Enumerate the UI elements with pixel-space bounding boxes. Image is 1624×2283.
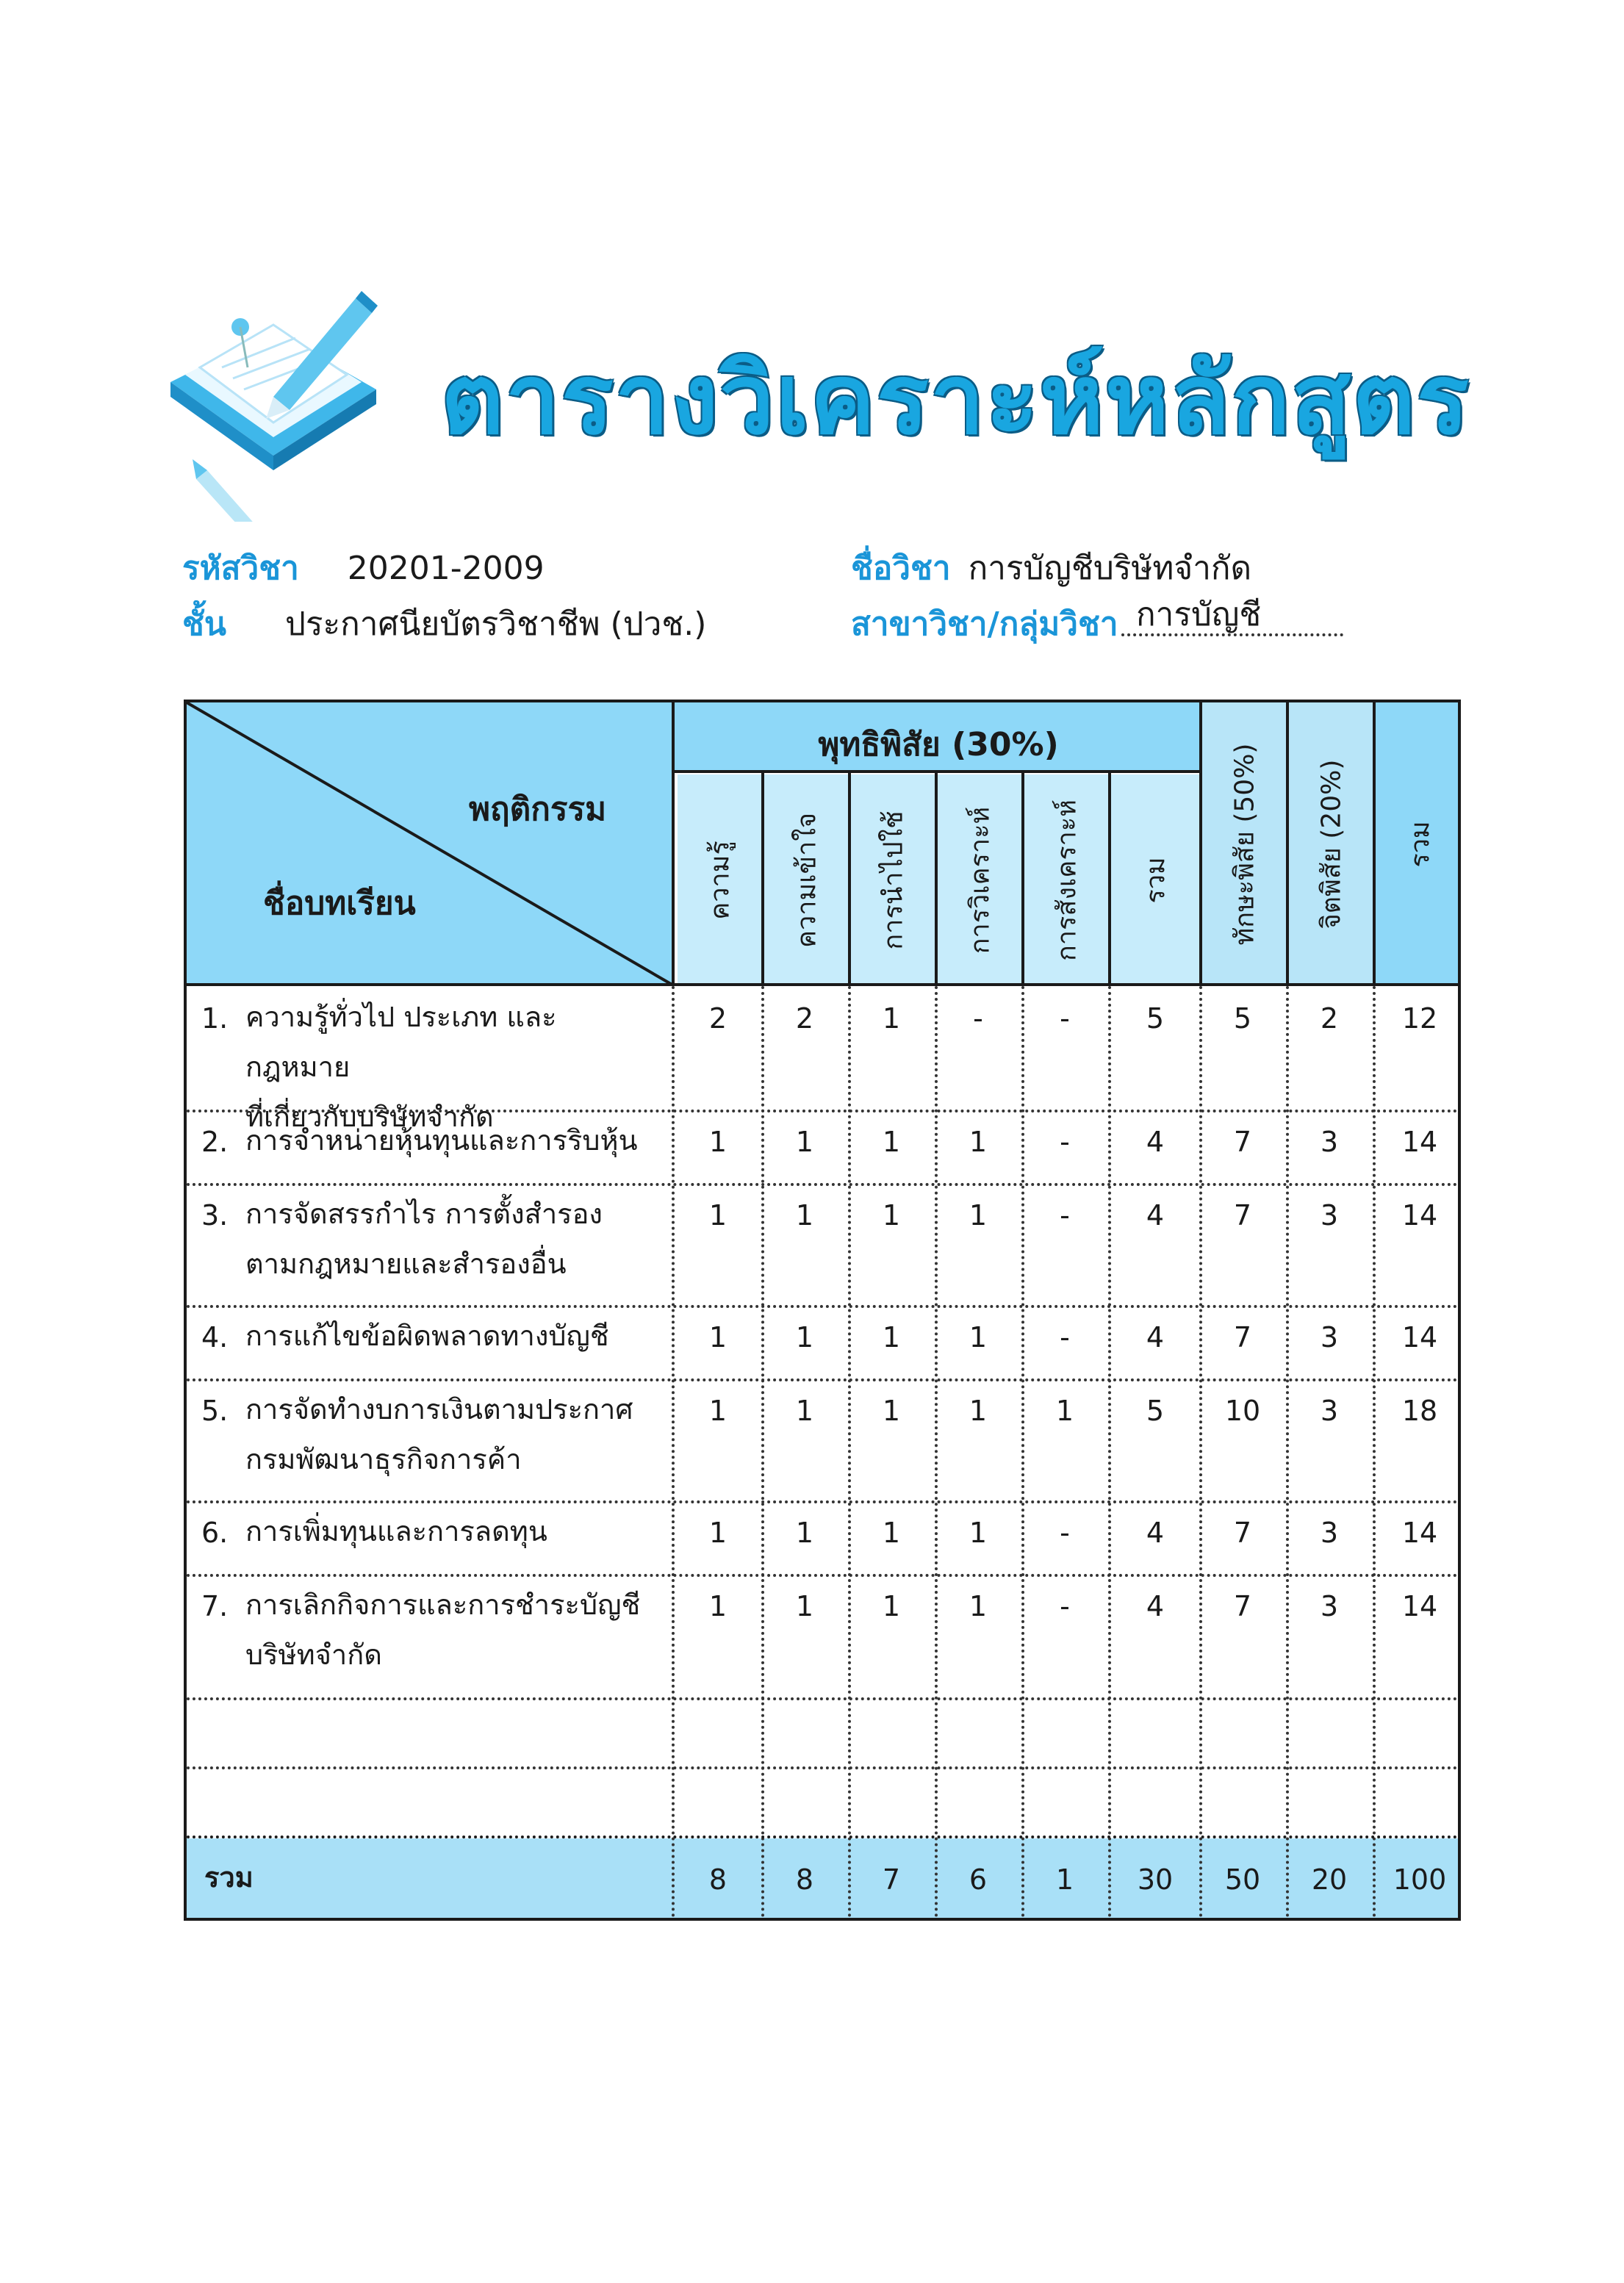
table-cell: 4 [1146, 1321, 1165, 1353]
field-underline [1121, 633, 1343, 636]
course-name: การบัญชีบริษัทจำกัด [968, 550, 1252, 587]
table-cell: 1 [882, 1199, 901, 1232]
table-cell: 1 [795, 1126, 814, 1158]
total-cell: 30 [1137, 1863, 1174, 1896]
table-cell: - [973, 1002, 983, 1035]
notepad-pencil-icon [163, 287, 384, 522]
column-separator [761, 986, 764, 1921]
page-title: ตารางวิเคราะห์หลักสูตร [441, 343, 1470, 456]
table-cell: 1 [969, 1395, 988, 1427]
header-cognitive [675, 702, 1202, 770]
header-sub-4: การสังเคราะห์ [1024, 774, 1108, 986]
table-cell: - [1060, 1126, 1070, 1158]
lesson-title-line: บริษัทจำกัด [245, 1639, 382, 1671]
header-affective: จิตพิสัย (20%) [1289, 702, 1373, 986]
table-cell: 1 [969, 1321, 988, 1353]
lesson-title [245, 1580, 657, 1680]
level-label: ชั้น [182, 605, 226, 643]
table-cell: 4 [1146, 1199, 1165, 1232]
lesson-title-line: การจัดทำงบการเงินตามประกาศ [245, 1393, 633, 1425]
table-cell: 1 [708, 1126, 727, 1158]
lesson-number: 4. [201, 1321, 229, 1353]
lesson-title-line: ความรู้ทั่วไป ประเภท และกฎหมาย [245, 1001, 557, 1083]
table-row [187, 1305, 1461, 1378]
course-code: 20201-2009 [347, 550, 545, 587]
header-sub-0: ความรู้ [678, 774, 761, 986]
table-cell: 1 [708, 1199, 727, 1232]
empty-row [187, 1697, 1461, 1766]
column-separator [1373, 986, 1376, 1921]
column-separator [1021, 986, 1024, 1921]
total-cell: 50 [1224, 1863, 1261, 1896]
lesson-number: 3. [201, 1199, 229, 1232]
cognitive-title: พุทธิพิสัย (30%) [818, 726, 1059, 763]
table-cell: 5 [1146, 1395, 1165, 1427]
table-row [187, 1110, 1461, 1183]
table-cell: - [1060, 1002, 1070, 1035]
header-total: รวม [1376, 702, 1461, 986]
lesson-title [245, 1384, 657, 1484]
table-cell: 1 [882, 1395, 901, 1427]
course-code-label: รหัสวิชา [182, 550, 299, 587]
column-separator [935, 986, 938, 1921]
lesson-number: 1. [201, 1002, 229, 1035]
total-cell: 8 [708, 1863, 727, 1896]
table-cell: 5 [1233, 1002, 1252, 1035]
table-cell: 14 [1401, 1590, 1438, 1622]
column-separator [1199, 986, 1202, 1921]
table-cell: 1 [708, 1590, 727, 1622]
table-cell: 1 [969, 1590, 988, 1622]
lesson-title-line: การแก้ไขข้อผิดพลาดทางบัญชี [245, 1320, 609, 1352]
table-cell: 1 [882, 1126, 901, 1158]
table-cell: 1 [795, 1517, 814, 1549]
column-separator [1286, 986, 1289, 1921]
header-sub-5: รวม [1111, 774, 1199, 986]
curriculum-table [184, 700, 1461, 1921]
table-row [187, 1378, 1461, 1500]
table-cell: 1 [708, 1517, 727, 1549]
table-cell: 1 [795, 1199, 814, 1232]
header-sub-3: การวิเคราะห์ [938, 774, 1021, 986]
table-cell: 7 [1233, 1321, 1252, 1353]
table-cell: - [1060, 1199, 1070, 1232]
table-cell: 1 [708, 1395, 727, 1427]
header-diagonal [187, 702, 675, 986]
table-cell: 7 [1233, 1199, 1252, 1232]
table-cell: 14 [1401, 1126, 1438, 1158]
lesson-title [245, 1311, 657, 1361]
table-cell: 7 [1233, 1126, 1252, 1158]
table-cell: 1 [882, 1590, 901, 1622]
table-cell: - [1060, 1590, 1070, 1622]
table-row [187, 986, 1461, 1133]
lesson-title-line: ตามกฎหมายและสำรองอื่น [245, 1248, 567, 1280]
column-separator [672, 986, 675, 1921]
table-cell: 4 [1146, 1590, 1165, 1622]
table-cell: 1 [882, 1321, 901, 1353]
table-cell: 14 [1401, 1321, 1438, 1353]
header-sub-1: ความเข้าใจ [764, 774, 848, 986]
table-row [187, 1183, 1461, 1305]
table-cell: 1 [795, 1590, 814, 1622]
total-label: รวม [204, 1861, 254, 1894]
total-cell: 8 [795, 1863, 814, 1896]
lesson-title-line: การเลิกกิจการและการชำระบัญชี [245, 1589, 641, 1621]
table-cell: 3 [1320, 1517, 1339, 1549]
table-cell: 10 [1224, 1395, 1261, 1427]
table-cell: 2 [795, 1002, 814, 1035]
table-cell: 14 [1401, 1517, 1438, 1549]
lesson-title [245, 1189, 657, 1289]
empty-row [187, 1766, 1461, 1838]
field-label: สาขาวิชา/กลุ่มวิชา [851, 605, 1118, 643]
header-skill: ทักษะพิสัย (50%) [1202, 702, 1286, 986]
table-cell: 1 [882, 1517, 901, 1549]
header-lesson: ชื่อบทเรียน [263, 885, 416, 922]
table-cell: 2 [708, 1002, 727, 1035]
lesson-number: 6. [201, 1517, 229, 1549]
column-separator [848, 986, 851, 1921]
table-cell: 7 [1233, 1590, 1252, 1622]
course-level: ประกาศนียบัตรวิชาชีพ (ปวช.) [284, 605, 707, 643]
table-cell: 3 [1320, 1321, 1339, 1353]
lesson-title [245, 1506, 657, 1556]
table-cell: 12 [1401, 1002, 1438, 1035]
table-cell: 1 [969, 1517, 988, 1549]
table-cell: 1 [882, 1002, 901, 1035]
field-value: การบัญชี [1136, 596, 1262, 633]
table-cell: 3 [1320, 1395, 1339, 1427]
table-cell: 14 [1401, 1199, 1438, 1232]
table-cell: - [1060, 1517, 1070, 1549]
lesson-title-line: ที่เกี่ยวกับบริษัทจำกัด [245, 1101, 494, 1133]
lesson-title [245, 1115, 657, 1165]
table-cell: 1 [795, 1321, 814, 1353]
header-behavior: พฤติกรรม [469, 791, 607, 828]
total-cell: 20 [1311, 1863, 1348, 1896]
total-cell: 1 [1055, 1863, 1074, 1896]
table-cell: 1 [795, 1395, 814, 1427]
lesson-title-line: การจัดสรรกำไร การตั้งสำรอง [245, 1198, 603, 1230]
lesson-title-line: กรมพัฒนาธุรกิจการค้า [245, 1443, 522, 1475]
lesson-number: 5. [201, 1395, 229, 1427]
table-cell: 7 [1233, 1517, 1252, 1549]
table-cell: 18 [1401, 1395, 1438, 1427]
course-name-label: ชื่อวิชา [851, 550, 951, 587]
total-cell: 100 [1393, 1863, 1447, 1896]
table-cell: 1 [969, 1126, 988, 1158]
header-sub-2: การนำไปใช้ [851, 774, 935, 986]
table-cell: 1 [708, 1321, 727, 1353]
total-cell: 6 [969, 1863, 988, 1896]
table-cell: 3 [1320, 1126, 1339, 1158]
total-cell: 7 [882, 1863, 901, 1896]
lesson-title-line: การจำหน่ายหุ้นทุนและการริบหุ้น [245, 1124, 638, 1157]
table-cell: 5 [1146, 1002, 1165, 1035]
column-separator [1108, 986, 1111, 1921]
lesson-number: 7. [201, 1590, 229, 1622]
lesson-number: 2. [201, 1126, 229, 1158]
table-cell: 1 [969, 1199, 988, 1232]
table-row [187, 1500, 1461, 1574]
table-cell: 4 [1146, 1126, 1165, 1158]
table-cell: 3 [1320, 1590, 1339, 1622]
table-cell: 3 [1320, 1199, 1339, 1232]
table-row [187, 1574, 1461, 1697]
table-cell: 1 [1055, 1395, 1074, 1427]
lesson-title-line: การเพิ่มทุนและการลดทุน [245, 1515, 547, 1547]
table-cell: - [1060, 1321, 1070, 1353]
table-cell: 2 [1320, 1002, 1339, 1035]
table-cell: 4 [1146, 1517, 1165, 1549]
